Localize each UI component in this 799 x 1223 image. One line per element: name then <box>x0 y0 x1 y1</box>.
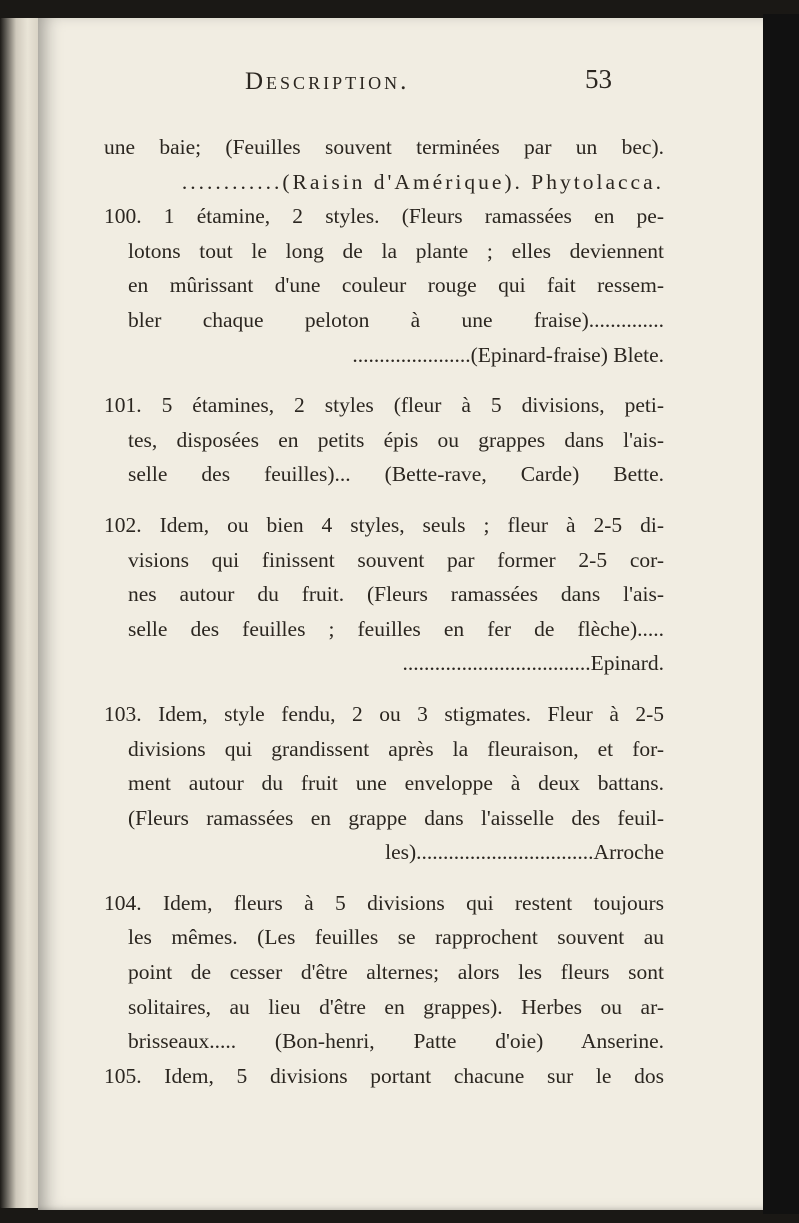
text-line: solitaires, au lieu d'être en grappes). Herbes ou ar- <box>128 994 664 1019</box>
text-line: ......................(Epinard-fraise) Blete. <box>352 342 664 367</box>
header-title: Description. <box>245 68 410 95</box>
entry-101-line: 101. 5 étamines, 2 styles (fleur à 5 divisions, peti- <box>104 393 664 418</box>
entry-100-line: 100. 1 étamine, 2 styles. (Fleurs ramassées en pe- <box>104 204 664 229</box>
body-text <box>104 130 664 1093</box>
text-line: tes, disposées en petits épis ou grappes dans l'ais- <box>128 427 664 452</box>
text-line: en mûrissant d'une couleur rouge qui fait ressem- <box>128 273 664 298</box>
text-line: (Fleurs ramassées en grappe dans l'aisselle des feuil- <box>128 805 664 830</box>
entry-105-line: 105. Idem, 5 divisions portant chacune sur le dos <box>104 1063 664 1088</box>
text-line: selle des feuilles ; feuilles en fer de flèche)..... <box>128 616 664 641</box>
text-line: point de cesser d'être alternes; alors les fleurs sont <box>128 960 664 985</box>
text-line: nes autour du fruit. (Fleurs ramassées dans l'ais- <box>128 582 664 607</box>
entry-102-line: 102. Idem, ou bien 4 styles, seuls ; fleur à 2-5 di- <box>104 512 664 537</box>
text-line: selle des feuilles)... (Bette-rave, Carde) Bette. <box>128 462 664 487</box>
text-line: les).................................Arroche <box>385 840 664 865</box>
page-edge-shadow <box>763 14 799 1214</box>
text-line: ...................................Epinard. <box>402 651 664 676</box>
text-line: bler chaque peloton à une fraise).............. <box>128 307 664 332</box>
text-line: ment autour du fruit une enveloppe à deux battans. <box>128 771 664 796</box>
text-line: lotons tout le long de la plante ; elles deviennent <box>128 238 664 263</box>
text-line: visions qui finissent souvent par former 2-5 cor- <box>128 547 664 572</box>
text-line: les mêmes. (Les feuilles se rapprochent souvent au <box>128 925 664 950</box>
running-header <box>245 64 665 108</box>
entry-103-line: 103. Idem, style fendu, 2 ou 3 stigmates. Fleur à 2-5 <box>104 701 664 726</box>
page-number: 53 <box>585 64 612 94</box>
text-line: brisseaux..... (Bon-henri, Patte d'oie) Anserine. <box>128 1029 664 1054</box>
text-line: divisions qui grandissent après la fleuraison, et for- <box>128 736 664 761</box>
entry-104-line: 104. Idem, fleurs à 5 divisions qui restent toujours <box>104 890 664 915</box>
text-line: une baie; (Feuilles souvent terminées par un bec). <box>104 135 664 159</box>
text-line: ............(Raisin d'Amérique). Phytolacca. <box>181 169 664 194</box>
